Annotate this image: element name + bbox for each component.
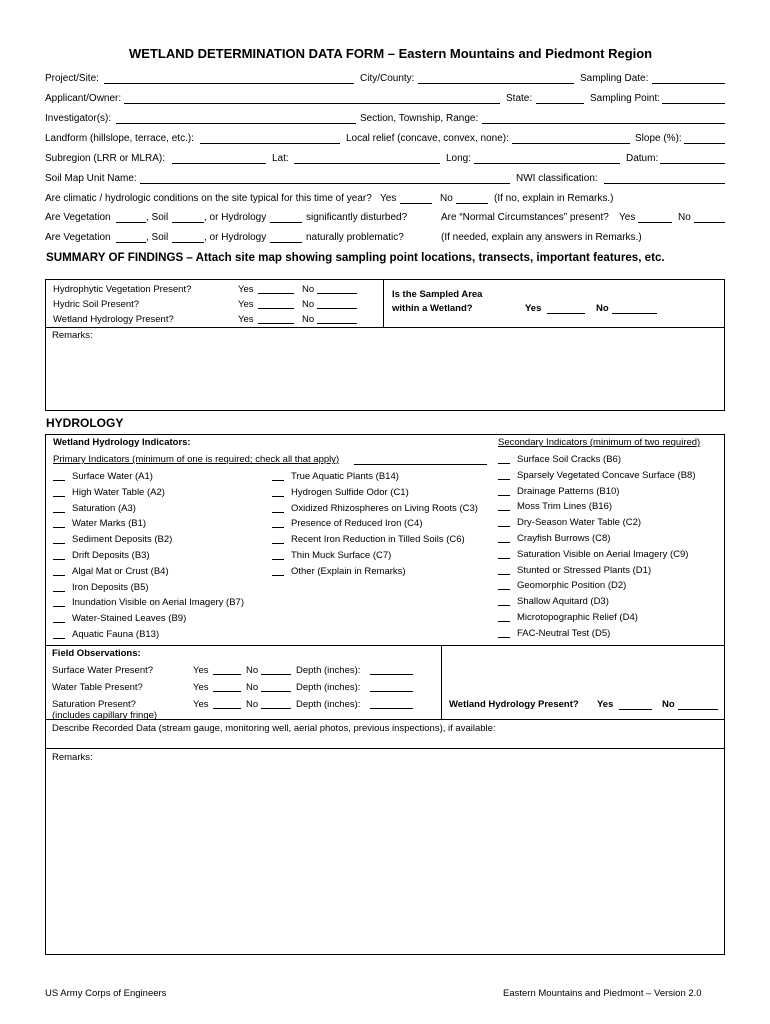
- primary-indicator-checkbox[interactable]: [53, 559, 65, 560]
- primary-indicator-checkbox[interactable]: [53, 606, 65, 607]
- sampled-area-no-field[interactable]: [612, 313, 657, 314]
- hydric-yes-field[interactable]: [258, 308, 294, 309]
- primary-indicator-label: Oxidized Rhizospheres on Living Roots (C3): [291, 502, 478, 514]
- saturation-present-label: Saturation Present?: [52, 699, 136, 710]
- soil-map-unit-label: Soil Map Unit Name:: [45, 173, 137, 184]
- secondary-indicator-checkbox[interactable]: [498, 495, 510, 496]
- water-table-depth-field[interactable]: [370, 691, 413, 692]
- surface-water-depth-label: Depth (inches):: [296, 665, 361, 676]
- primary-indicator-checkbox[interactable]: [272, 543, 284, 544]
- primary-indicator-label: Sediment Deposits (B2): [72, 534, 173, 546]
- city-county-label: City/County:: [360, 73, 415, 84]
- describe-recorded-data-label: Describe Recorded Data (stream gauge, monitoring well, aerial photos, previous inspections), if available:: [52, 723, 496, 734]
- surface-water-yes-field[interactable]: [213, 674, 241, 675]
- hydrology-disturbed-label: , or Hydrology: [204, 212, 267, 223]
- primary-title: Primary Indicators (minimum of one is required; check all that apply): [53, 454, 340, 465]
- secondary-indicator-checkbox[interactable]: [498, 463, 510, 464]
- vegetation-disturbed-field[interactable]: [116, 222, 146, 223]
- project-site-field[interactable]: [104, 83, 354, 84]
- water-table-no-field[interactable]: [261, 691, 291, 692]
- sampling-date-field[interactable]: [652, 83, 725, 84]
- secondary-indicator-checkbox[interactable]: [498, 589, 510, 590]
- indicators-title: Wetland Hydrology Indicators:: [53, 437, 191, 448]
- primary-indicator-label: Thin Muck Surface (C7): [291, 550, 392, 561]
- nwi-classification-field[interactable]: [604, 183, 725, 184]
- saturation-no-field[interactable]: [261, 708, 291, 709]
- surface-water-depth-field[interactable]: [370, 674, 413, 675]
- primary-indicator-checkbox[interactable]: [53, 575, 65, 576]
- hydric-soil-label: Hydric Soil Present?: [53, 299, 140, 310]
- surface-water-no-label: No: [246, 665, 259, 676]
- secondary-indicator-checkbox[interactable]: [498, 542, 510, 543]
- investigators-label: Investigator(s):: [45, 113, 112, 124]
- surface-water-present-label: Surface Water Present?: [52, 665, 154, 676]
- primary-indicator-label: Other (Explain in Remarks): [291, 565, 406, 577]
- primary-indicator-checkbox[interactable]: [53, 591, 65, 592]
- field-obs-title: Field Observations:: [52, 648, 141, 659]
- nwi-classification-label: NWI classification:: [516, 173, 598, 184]
- surface-water-no-field[interactable]: [261, 674, 291, 675]
- vegetation-problematic-label: Are Vegetation: [45, 232, 111, 243]
- secondary-indicator-label: Surface Soil Cracks (B6): [517, 454, 622, 465]
- slope-label: Slope (%):: [635, 133, 682, 144]
- normal-no-label: No: [678, 212, 691, 223]
- summary-remarks-label: Remarks:: [52, 330, 93, 341]
- wetland-hydrology-present-no-field[interactable]: [678, 709, 718, 710]
- secondary-indicator-label: Drainage Patterns (B10): [517, 485, 620, 497]
- landform-field[interactable]: [200, 143, 340, 144]
- hydrophytic-no-field[interactable]: [317, 293, 357, 294]
- water-table-yes-field[interactable]: [213, 691, 241, 692]
- primary-indicator-checkbox[interactable]: [272, 559, 284, 560]
- hydrology-disturbed-field[interactable]: [270, 222, 302, 223]
- primary-indicator-label: Recent Iron Reduction in Tilled Soils (C6): [291, 534, 465, 546]
- primary-indicator-checkbox[interactable]: [53, 638, 65, 639]
- secondary-indicator-checkbox[interactable]: [498, 558, 510, 559]
- slope-field[interactable]: [684, 143, 725, 144]
- wetland-hydrology-present-yes-label: Yes: [597, 699, 614, 710]
- hydrophytic-yes-label: Yes: [238, 284, 254, 295]
- summary-vdivider: [383, 279, 384, 327]
- saturation-yes-field[interactable]: [213, 708, 241, 709]
- summary-remarks-area[interactable]: [46, 344, 724, 410]
- water-table-no-label: No: [246, 682, 259, 693]
- soil-problematic-field[interactable]: [172, 242, 204, 243]
- primary-indicator-label: Drift Deposits (B3): [72, 550, 150, 561]
- describe-recorded-data-area[interactable]: [46, 736, 724, 747]
- secondary-indicator-checkbox[interactable]: [498, 605, 510, 606]
- secondary-indicator-checkbox[interactable]: [498, 637, 510, 638]
- secondary-indicator-label: FAC-Neutral Test (D5): [517, 627, 611, 639]
- secondary-indicator-label: Microtopographic Relief (D4): [517, 612, 638, 623]
- field-obs-vdivider: [441, 645, 442, 719]
- secondary-indicator-checkbox[interactable]: [498, 621, 510, 622]
- sampling-date-label: Sampling Date:: [580, 73, 649, 84]
- hydrology-problematic-label: , or Hydrology: [204, 232, 267, 243]
- city-county-field[interactable]: [418, 83, 574, 84]
- climatic-no-label: No: [440, 193, 453, 204]
- secondary-indicator-label: Crayfish Burrows (C8): [517, 533, 611, 544]
- long-label: Long:: [446, 153, 472, 164]
- primary-indicator-checkbox[interactable]: [53, 496, 65, 497]
- primary-indicator-checkbox[interactable]: [272, 512, 284, 513]
- state-field[interactable]: [536, 103, 584, 104]
- primary-indicator-label: Water-Stained Leaves (B9): [72, 613, 187, 625]
- climatic-yes-field[interactable]: [400, 203, 432, 204]
- lat-label: Lat:: [272, 153, 289, 164]
- datum-field[interactable]: [660, 163, 725, 164]
- hydric-yes-label: Yes: [238, 299, 254, 310]
- secondary-indicator-checkbox[interactable]: [498, 510, 510, 511]
- secondary-indicator-label: Saturation Visible on Aerial Imagery (C9): [517, 548, 689, 560]
- primary-indicator-checkbox[interactable]: [272, 575, 284, 576]
- secondary-indicator-label: Geomorphic Position (D2): [517, 580, 627, 592]
- secondary-title: Secondary Indicators (minimum of two required): [498, 437, 701, 448]
- primary-indicator-checkbox[interactable]: [53, 480, 65, 481]
- sampled-area-label-1: Is the Sampled Area: [392, 289, 483, 300]
- water-table-yes-label: Yes: [193, 682, 209, 693]
- project-site-label: Project/Site:: [45, 73, 99, 84]
- field-obs-top-divider: [45, 645, 725, 646]
- primary-title-line: [354, 464, 487, 465]
- sampled-area-yes-label: Yes: [525, 303, 542, 314]
- wetland-hydrology-summary-label: Wetland Hydrology Present?: [53, 314, 174, 325]
- subregion-label: Subregion (LRR or MLRA):: [45, 153, 166, 164]
- secondary-indicator-checkbox[interactable]: [498, 526, 510, 527]
- primary-indicator-checkbox[interactable]: [53, 527, 65, 528]
- water-table-present-label: Water Table Present?: [52, 682, 143, 693]
- wetland-hydrology-no-field[interactable]: [317, 323, 357, 324]
- hydrophytic-no-label: No: [302, 284, 315, 295]
- primary-indicator-label: Aquatic Fauna (B13): [72, 629, 160, 640]
- vegetation-disturbed-label: Are Vegetation: [45, 212, 111, 223]
- sampled-area-label-2: within a Wetland?: [392, 303, 473, 314]
- significantly-disturbed-label: significantly disturbed?: [306, 212, 408, 223]
- wetland-hydrology-no-label: No: [302, 314, 315, 325]
- hydric-no-label: No: [302, 299, 315, 310]
- soil-problematic-label: , Soil: [146, 232, 169, 243]
- applicant-owner-label: Applicant/Owner:: [45, 93, 122, 104]
- capillary-note: (includes capillary fringe): [52, 710, 158, 721]
- primary-indicator-label: Saturation (A3): [72, 502, 136, 514]
- primary-indicator-checkbox[interactable]: [272, 480, 284, 481]
- saturation-no-label: No: [246, 699, 259, 710]
- primary-indicator-label: Water Marks (B1): [72, 518, 147, 530]
- investigators-field[interactable]: [116, 123, 356, 124]
- section-township-range-label: Section, Township, Range:: [360, 113, 479, 124]
- soil-map-unit-field[interactable]: [140, 183, 510, 184]
- wetland-hydrology-present-label: Wetland Hydrology Present?: [449, 699, 579, 710]
- secondary-indicator-checkbox[interactable]: [498, 479, 510, 480]
- primary-indicator-checkbox[interactable]: [272, 496, 284, 497]
- secondary-indicator-label: Stunted or Stressed Plants (D1): [517, 564, 652, 576]
- summary-divider: [45, 327, 725, 328]
- long-field[interactable]: [474, 163, 620, 164]
- normal-no-field[interactable]: [694, 222, 725, 223]
- saturation-yes-label: Yes: [193, 699, 209, 710]
- naturally-problematic-label: naturally problematic?: [306, 232, 404, 243]
- soil-disturbed-label: , Soil: [146, 212, 169, 223]
- hydrology-heading: HYDROLOGY: [46, 416, 124, 430]
- wetland-hydrology-present-no-label: No: [662, 699, 675, 710]
- subregion-field[interactable]: [172, 163, 266, 164]
- applicant-owner-field[interactable]: [124, 103, 500, 104]
- hydrophytic-yes-field[interactable]: [258, 293, 294, 294]
- if-no-explain: (If no, explain in Remarks.): [494, 193, 614, 204]
- water-table-depth-label: Depth (inches):: [296, 682, 361, 693]
- secondary-indicator-label: Sparsely Vegetated Concave Surface (B8): [517, 469, 696, 481]
- sampling-point-field[interactable]: [662, 103, 725, 104]
- primary-indicator-label: True Aquatic Plants (B14): [291, 471, 399, 482]
- hydrology-problematic-field[interactable]: [270, 242, 302, 243]
- primary-indicator-label: Surface Water (A1): [72, 471, 153, 482]
- soil-disturbed-field[interactable]: [172, 222, 204, 223]
- describe-divider: [45, 748, 725, 749]
- normal-yes-label: Yes: [619, 212, 636, 223]
- primary-indicator-checkbox[interactable]: [53, 512, 65, 513]
- secondary-indicator-label: Shallow Aquitard (D3): [517, 596, 609, 608]
- secondary-indicator-checkbox[interactable]: [498, 574, 510, 575]
- lat-field[interactable]: [294, 163, 440, 164]
- saturation-depth-field[interactable]: [370, 708, 413, 709]
- state-label: State:: [506, 93, 533, 104]
- wetland-hydrology-yes-label: Yes: [238, 314, 254, 325]
- section-township-range-field[interactable]: [482, 123, 725, 124]
- footer-left: US Army Corps of Engineers: [45, 988, 167, 999]
- hydric-no-field[interactable]: [317, 308, 357, 309]
- landform-label: Landform (hillslope, terrace, etc.):: [45, 133, 194, 144]
- datum-label: Datum:: [626, 153, 659, 164]
- if-needed-explain: (If needed, explain any answers in Remarks.): [441, 232, 642, 243]
- sampled-area-yes-field[interactable]: [547, 313, 585, 314]
- primary-indicator-label: Presence of Reduced Iron (C4): [291, 518, 423, 530]
- footer-right: Eastern Mountains and Piedmont – Version 2.0: [503, 988, 702, 999]
- secondary-indicator-label: Moss Trim Lines (B16): [517, 501, 613, 513]
- primary-indicator-checkbox[interactable]: [53, 543, 65, 544]
- local-relief-field[interactable]: [512, 143, 630, 144]
- primary-indicator-label: Algal Mat or Crust (B4): [72, 565, 169, 577]
- climatic-yes-label: Yes: [380, 193, 397, 204]
- primary-indicator-checkbox[interactable]: [53, 622, 65, 623]
- secondary-indicator-label: Dry-Season Water Table (C2): [517, 517, 642, 529]
- wetland-hydrology-present-yes-field[interactable]: [619, 709, 652, 710]
- primary-indicator-checkbox[interactable]: [272, 527, 284, 528]
- wetland-hydrology-yes-field[interactable]: [258, 323, 294, 324]
- hydrology-remarks-area[interactable]: [46, 766, 724, 954]
- primary-indicator-label: High Water Table (A2): [72, 486, 165, 498]
- climatic-no-field[interactable]: [456, 203, 488, 204]
- primary-indicator-label: Hydrogen Sulfide Odor (C1): [291, 486, 409, 498]
- form-title: WETLAND DETERMINATION DATA FORM – Eastern Mountains and Piedmont Region: [129, 46, 653, 61]
- normal-circumstances-label: Are “Normal Circumstances” present?: [441, 212, 609, 223]
- summary-heading: SUMMARY OF FINDINGS – Attach site map showing sampling point locations, transects, important features, etc.: [46, 251, 665, 264]
- hydrology-remarks-label: Remarks:: [52, 752, 93, 763]
- surface-water-yes-label: Yes: [193, 665, 209, 676]
- primary-indicator-label: Iron Deposits (B5): [72, 581, 149, 593]
- climatic-question: Are climatic / hydrologic conditions on the site typical for this time of year?: [45, 193, 372, 204]
- local-relief-label: Local relief (concave, convex, none):: [346, 133, 509, 144]
- normal-yes-field[interactable]: [638, 222, 672, 223]
- vegetation-problematic-field[interactable]: [116, 242, 146, 243]
- primary-indicator-label: Inundation Visible on Aerial Imagery (B7): [72, 597, 244, 609]
- sampled-area-no-label: No: [596, 303, 609, 314]
- sampling-point-label: Sampling Point:: [590, 93, 661, 104]
- saturation-depth-label: Depth (inches):: [296, 699, 361, 710]
- hydrophytic-label: Hydrophytic Vegetation Present?: [53, 284, 192, 295]
